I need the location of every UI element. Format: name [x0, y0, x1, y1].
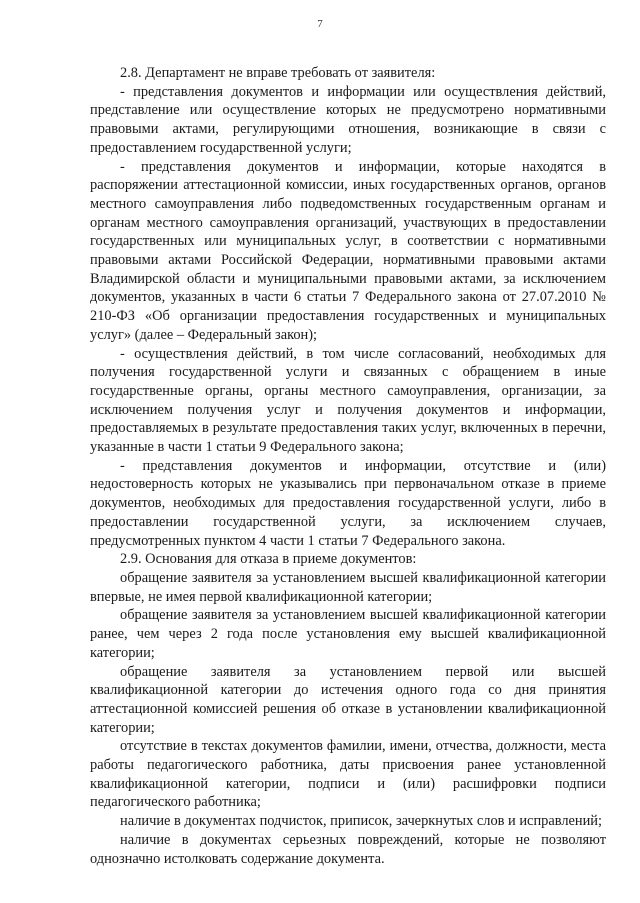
list-item-documents-not-indicated-at-refusal: - представления документов и информации, отсутствие и (или) недостоверность которых не указывались при первоначальном отказе в приеме документов, необходимых для предоставления государственной услуги, либо в предоставлении государственной услуги, за исключением случаев, предусмотренных пунктом 4 части 1 статьи 7 Федерального закона. [90, 457, 606, 549]
page-number: 7 [317, 18, 323, 30]
list-item-documents-held-by-authorities: - представления документов и информации, которые находятся в распоряжении аттестационной комиссии, иных государственных органов, органов местного самоуправления либо подведомственных государственным органам и органам местного самоуправления организаций, участвующих в предоставлении государственных или муниципальных услуг, в соответствии с нормативными правовыми актами Российской Федерации, нормативными правовыми актами Владимирской области и муниципальными правовыми актами, за исключением документов, указанных в части 6 статьи 7 Федерального закона от 27.07.2010 № 210-ФЗ «Об организации предоставления государственных и муниципальных услуг» (далее – Федеральный закон); [90, 158, 606, 343]
refusal-ground-missing-details: отсутствие в текстах документов фамилии, имени, отчества, должности, места работы педагогического работника, даты присвоения ранее установленной квалификационной категории, подписи и (или) расшифровки подписи педагогического работника; [90, 738, 606, 811]
clause-2-9-heading: 2.9. Основания для отказа в приеме документов: [120, 551, 417, 568]
refusal-ground-within-one-year: обращение заявителя за установлением первой или высшей квалификационной категории до истечения одного года со дня принятия аттестационной комиссией решения об отказе в установлении квалификационной категории; [90, 663, 606, 736]
document-body [90, 64, 606, 868]
clause-2-8-heading: 2.8. Департамент не вправе требовать от заявителя: [120, 65, 436, 81]
refusal-ground-damage: наличие в документах серьезных повреждений, которые не позволяют однозначно истолковать содержание документа. [90, 831, 606, 867]
refusal-ground-erasures: наличие в документах подчисток, приписок, зачеркнутых слов и исправлений; [120, 813, 603, 830]
list-item-documents-not-required-by-law: - представления документов и информации или осуществления действий, представление или осуществление которых не предусмотрено нормативными правовыми актами, регулирующими отношения, возникающие в связи с предоставлением государственной услуги; [90, 83, 606, 156]
refusal-ground-first-time-highest: обращение заявителя за установлением высшей квалификационной категории впервые, не имея первой квалификационной категории; [90, 569, 606, 605]
refusal-ground-earlier-than-two-years: обращение заявителя за установлением высшей квалификационной категории ранее, чем через 2 года после установления ему высшей квалификационной категории; [90, 607, 606, 661]
list-item-actions-and-approvals: - осуществления действий, в том числе согласований, необходимых для получения государственной услуги и связанных с обращением в иные государственные органы, органы местного самоуправления, организации, за исключением получения услуг и получения документов и информации, предоставляемых в результате предоставления таких услуг, включенных в перечни, указанные в части 1 статьи 9 Федерального закона; [90, 345, 606, 456]
